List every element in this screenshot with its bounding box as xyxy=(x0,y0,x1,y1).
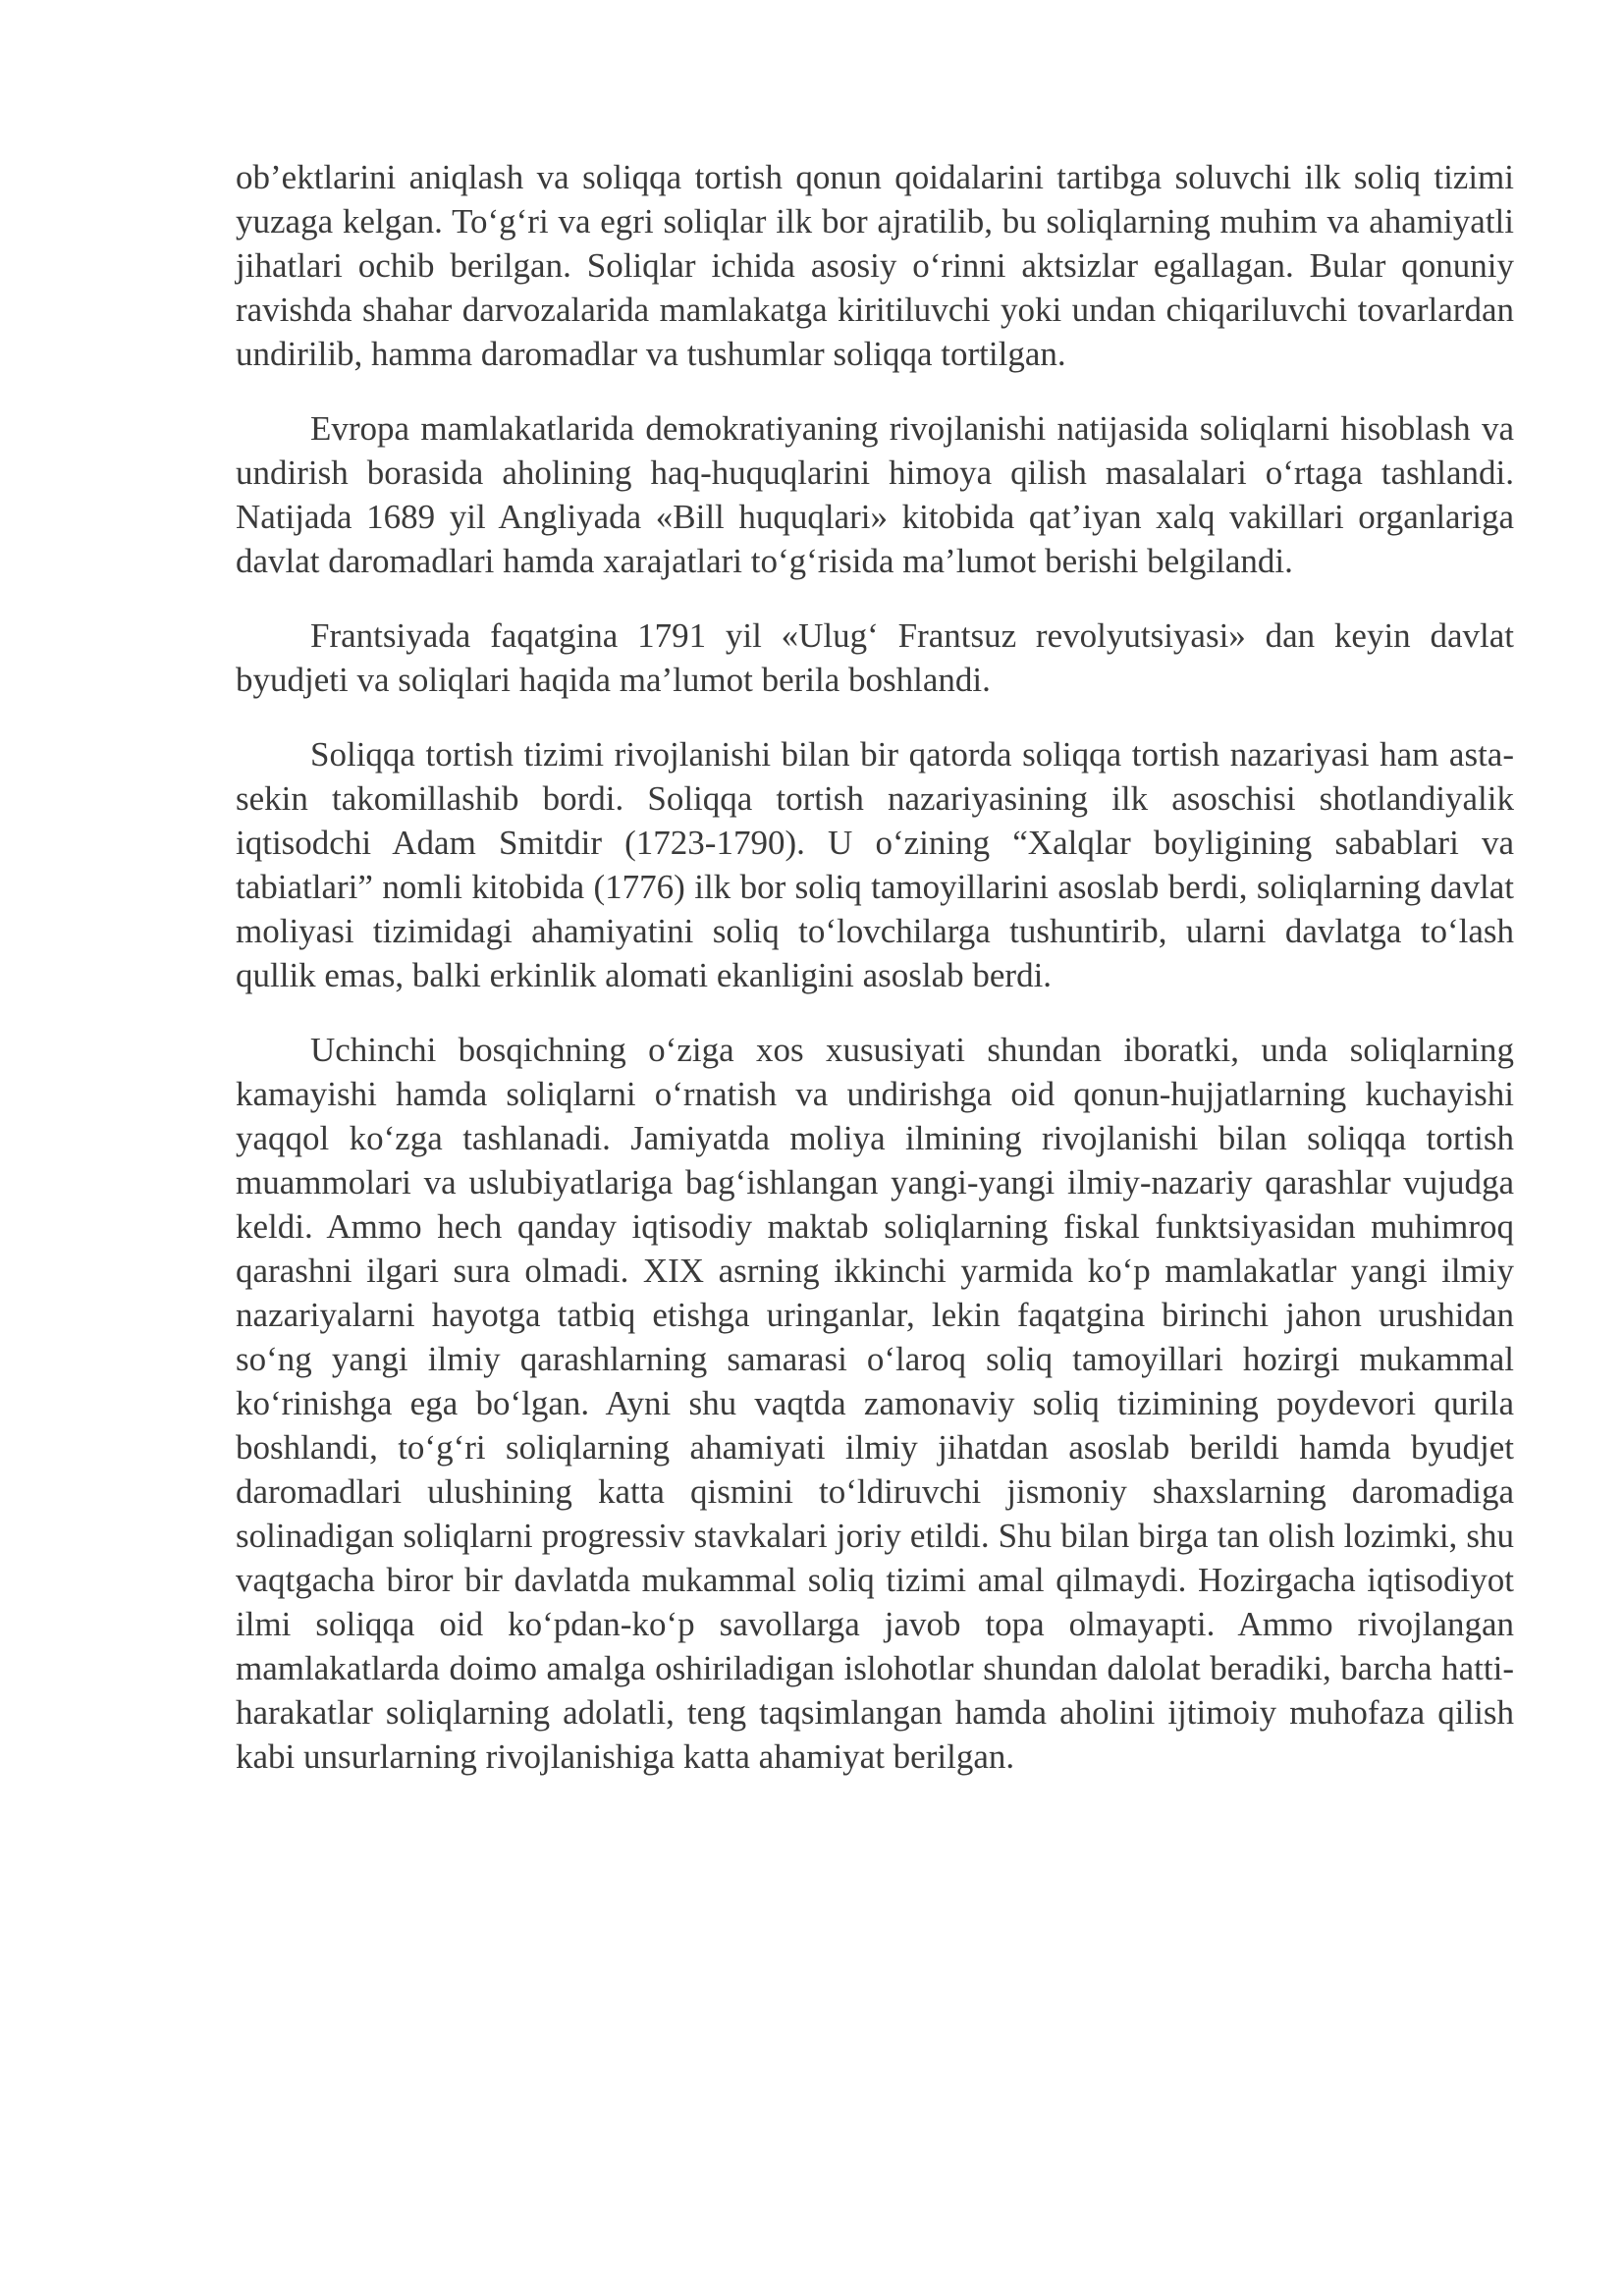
paragraph-continuation: ob’ektlarini aniqlash va soliqqa tortish qonun qoidalarini tartibga soluvchi ilk soliq tizimi yuzaga kelgan. To‘g‘ri va egri soliqlar ilk bor ajratilib, bu soliqlarning muhim va ahamiyatli jihatlari ochib berilgan. Soliqlar ichida asosiy o‘rinni aktsizlar egallagan. Bular qonuniy ravishda shahar darvozalarida mamlakatga kiritiluvchi yoki undan chiqariluvchi tovarlardan undirilib, hamma daromadlar va tushumlar soliqqa tortilgan. xyxy=(236,158,1514,373)
document-body xyxy=(236,155,1514,1809)
paragraph-tax-theory: Soliqqa tortish tizimi rivojlanishi bilan bir qatorda soliqqa tortish nazariyasi ham asta-sekin takomillashib bordi. Soliqqa tortish nazariyasining ilk asoschisi shotlandiyalik iqtisodchi Adam Smitdir (1723-1790). U o‘zining “Xalqlar boyligining sabablari va tabiatlari” nomli kitobida (1776) ilk bor soliq tamoyillarini asoslab berdi, soliqlarning davlat moliyasi tizimidagi ahamiyatini soliq to‘lovchilarga tushuntirib, ularni davlatga to‘lash qullik emas, balki erkinlik alomati ekanligini asoslab berdi. xyxy=(236,735,1514,994)
paragraph-third-stage: Uchinchi bosqichning o‘ziga xos xususiyati shundan iboratki, unda soliqlarning kamayishi hamda soliqlarni o‘rnatish va undirishga oid qonun-hujjatlarning kuchayishi yaqqol ko‘zga tashlanadi. Jamiyatda moliya ilmining rivojlanishi bilan soliqqa tortish muammolari va uslubiyatlariga bag‘ishlangan yangi-yangi ilmiy-nazariy qarashlar vujudga keldi. Ammo hech qanday iqtisodiy maktab soliqlarning fiskal funktsiyasidan muhimroq qarashni ilgari sura olmadi. XIX asrning ikkinchi yarmida ko‘p mamlakatlar yangi ilmiy nazariyalarni hayotga tatbiq etishga uringanlar, lekin faqatgina birinchi jahon urushidan so‘ng yangi ilmiy qarashlarning samarasi o‘laroq soliq tamoyillari hozirgi mukammal ko‘rinishga ega bo‘lgan. Ayni shu vaqtda zamonaviy soliq tizimining poydevori qurila boshlandi, to‘g‘ri soliqlarning ahamiyati ilmiy jihatdan asoslab berildi hamda byudjet daromadlari ulushining katta qismini to‘ldiruvchi jismoniy shaxslarning daromadiga solinadigan soliqlarni progressiv stavkalari joriy etildi. Shu bilan birga tan olish lozimki, shu vaqtgacha biror bir davlatda mukammal soliq tizimi amal qilmaydi. Hozirgacha iqtisodiyot ilmi soliqqa oid ko‘pdan-ko‘p savollarga javob topa olmayapti. Ammo rivojlangan mamlakatlarda doimo amalga oshiriladigan islohotlar shundan dalolat beradiki, barcha hatti-harakatlar soliqlarning adolatli, teng taqsimlangan hamda aholini ijtimoiy muhofaza qilish kabi unsurlarning rivojlanishiga katta ahamiyat berilgan. xyxy=(236,1031,1514,1776)
paragraph-france: Frantsiyada faqatgina 1791 yil «Ulug‘ Frantsuz revolyutsiyasi» dan keyin davlat byudjeti va soliqlari haqida ma’lumot berila boshlandi. xyxy=(236,616,1514,699)
paragraph-europe-democracy: Evropa mamlakatlarida demokratiyaning rivojlanishi natijasida soliqlarni hisoblash va undirish borasida aholining haq-huquqlarini himoya qilish masalalari o‘rtaga tashlandi. Natijada 1689 yil Angliyada «Bill huquqlari» kitobida qat’iyan xalq vakillari organlariga davlat daromadlari hamda xarajatlari to‘g‘risida ma’lumot berishi belgilandi. xyxy=(236,409,1514,580)
